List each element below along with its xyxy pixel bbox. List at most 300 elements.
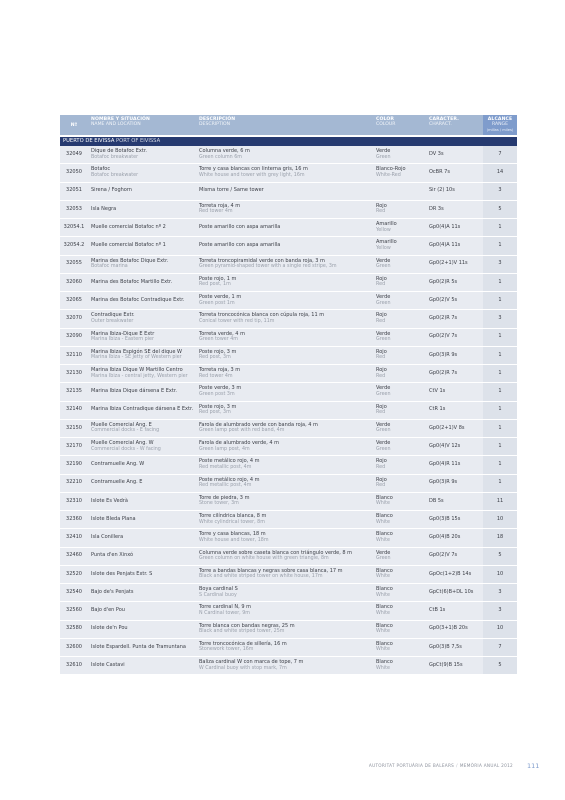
cell-range-text: 1 (498, 369, 502, 376)
cell-desc-en: Green lamp post, 4m (199, 446, 250, 452)
cell-desc (196, 529, 373, 546)
cell-color-text: Blanco (376, 567, 393, 574)
cell-color-en: Red (376, 209, 386, 215)
table-row (60, 548, 517, 566)
cell-num-text: 32170 (66, 442, 82, 449)
table-row (60, 657, 517, 675)
cell-char (426, 456, 483, 473)
cell-color (373, 365, 426, 382)
cell-desc-text: Torre cilíndrica blanca, 8 m (199, 513, 267, 520)
cell-char (426, 639, 483, 656)
cell-desc (196, 456, 373, 473)
cell-color-text: Verde (376, 330, 391, 337)
cell-desc (196, 146, 373, 163)
table-row (60, 383, 517, 401)
cell-desc (196, 420, 373, 437)
cell-desc-en: Green post 3m (199, 391, 235, 397)
cell-range (483, 402, 517, 419)
cell-desc-en: Green lamp post with red band, 4m (199, 428, 285, 434)
cell-desc (196, 602, 373, 619)
cell-color-text: Verde (376, 385, 391, 392)
cell-char (426, 511, 483, 528)
cell-name-en: Marina Ibiza - central jetty, Western pier (91, 373, 188, 379)
cell-num (60, 657, 88, 674)
cell-desc-en: Green post 1m (199, 300, 235, 306)
header-char (426, 115, 483, 135)
cell-color-text: Rojo (376, 367, 387, 374)
table-row (60, 402, 517, 420)
cell-color-en: Green (376, 446, 391, 452)
cell-range (483, 621, 517, 638)
cell-range (483, 475, 517, 492)
cell-range (483, 383, 517, 400)
cell-color-en: White (376, 519, 390, 525)
header-color (373, 115, 426, 135)
cell-char-text: CtV 1s (429, 388, 446, 395)
cell-num-text: 32054.1 (63, 223, 85, 230)
cell-range (483, 584, 517, 601)
cell-range (483, 347, 517, 364)
cell-num (60, 475, 88, 492)
header-num-label: Nº (70, 123, 78, 129)
cell-color-en: Green (376, 337, 391, 343)
cell-char (426, 584, 483, 601)
cell-color (373, 183, 426, 200)
cell-color (373, 529, 426, 546)
cell-color-text: Blanco (376, 604, 393, 611)
cell-desc-text: Poste amarillo con aspa amarilla (199, 223, 281, 230)
cell-num-text: 32135 (66, 388, 82, 395)
cell-num (60, 347, 88, 364)
table-row (60, 201, 517, 219)
cell-name-text: Punta d'en Xinxó (91, 552, 134, 559)
cell-num (60, 511, 88, 528)
cell-range-text: 3 (498, 588, 502, 595)
cell-color-en: White-Red (376, 172, 401, 178)
cell-num (60, 292, 88, 309)
cell-range (483, 456, 517, 473)
header-num (60, 115, 88, 135)
cell-color (373, 493, 426, 510)
cell-name-en: Outer breakwater (91, 318, 134, 324)
footer-report: MEMÒRIA ANUAL 2012 (459, 763, 513, 768)
cell-range-text: 3 (498, 607, 502, 614)
header-range-unit: (millas / miles) (486, 127, 514, 132)
cell-char-text: CtB 1s (429, 607, 446, 614)
header-color-es: COLOR (376, 117, 394, 122)
cell-num-text: 32150 (66, 424, 82, 431)
table-row (60, 584, 517, 602)
cell-char (426, 183, 483, 200)
cell-desc-text: Poste metálico rojo, 4 m (199, 476, 260, 483)
cell-name (88, 584, 196, 601)
cell-num (60, 383, 88, 400)
footer-org: AUTORITAT PORTUÀRIA DE BALEARS (368, 763, 455, 768)
section-header (60, 137, 517, 146)
cell-char (426, 201, 483, 218)
cell-char-text: Gp0(2+1)V 11s (429, 260, 468, 267)
cell-name (88, 602, 196, 619)
cell-color (373, 621, 426, 638)
cell-desc-text: Torreta roja, 4 m (199, 202, 241, 209)
cell-color-text: Verde (376, 440, 391, 447)
header-desc-es: DESCRIPCIÓN (199, 117, 236, 122)
cell-range (483, 365, 517, 382)
cell-range (483, 602, 517, 619)
cell-num (60, 219, 88, 236)
cell-color (373, 566, 426, 583)
cell-name-text: Sirena / Foghorn (91, 187, 132, 194)
table-row (60, 475, 517, 493)
cell-color (373, 310, 426, 327)
cell-char (426, 402, 483, 419)
cell-char-text: GpOc(1+2)B 14s (429, 570, 472, 577)
cell-num (60, 256, 88, 273)
cell-range (483, 310, 517, 327)
cell-color-text: Rojo (376, 476, 387, 483)
cell-char-text: Gp0(4)A 11s (429, 242, 461, 249)
cell-char-text: Sir (2) 10s (429, 187, 455, 194)
cell-num (60, 420, 88, 437)
cell-range (483, 493, 517, 510)
page-number: 111 (527, 762, 540, 770)
cell-color (373, 201, 426, 218)
cell-desc (196, 621, 373, 638)
cell-char-text: Gp0(4)B 20s (429, 534, 461, 541)
cell-range-text: 5 (498, 661, 502, 668)
cell-range (483, 438, 517, 455)
cell-num-text: 32060 (66, 278, 82, 285)
cell-range-text: 10 (496, 515, 504, 522)
section-title-en: PORT OF EIVISSA (116, 138, 161, 144)
cell-num (60, 566, 88, 583)
cell-color-en: White (376, 629, 390, 635)
cell-num (60, 274, 88, 291)
cell-char (426, 383, 483, 400)
cell-name (88, 237, 196, 254)
cell-desc-en: S Cardinal buoy (199, 592, 237, 598)
cell-range (483, 548, 517, 565)
cell-char-text: Gp0(2)V 7s (429, 552, 458, 559)
cell-num-text: 32051 (66, 187, 82, 194)
cell-num (60, 602, 88, 619)
cell-desc-en: White house and tower, 18m (199, 537, 269, 543)
cell-num (60, 548, 88, 565)
cell-desc-text: Farola de alumbrado verde, 4 m (199, 440, 280, 447)
cell-range-text: 3 (498, 187, 502, 194)
cell-color-text: Blanco (376, 622, 393, 629)
cell-color-en: Red (376, 410, 386, 416)
cell-color-text: Verde (376, 549, 391, 556)
cell-num-text: 32600 (66, 643, 82, 650)
cell-color-en: Red (376, 483, 386, 489)
cell-name-text: Botafoc (91, 166, 111, 173)
cell-range-text: 1 (498, 296, 502, 303)
table-row (60, 511, 517, 529)
cell-num (60, 529, 88, 546)
cell-range (483, 256, 517, 273)
cell-num (60, 183, 88, 200)
cell-name-text: Isla Negra (91, 205, 117, 212)
cell-color-en: Red (376, 464, 386, 470)
cell-name-en: Botafoc breakwater (91, 172, 139, 178)
cell-desc (196, 548, 373, 565)
cell-char (426, 529, 483, 546)
cell-desc-text: Columna verde sobre caseta blanca con triángulo verde, 8 m (199, 549, 353, 556)
cell-num-text: 32580 (66, 625, 82, 632)
cell-color-text: Rojo (376, 275, 387, 282)
footer-separator: / (456, 763, 458, 768)
cell-char (426, 566, 483, 583)
table-body (60, 146, 517, 675)
cell-num-text: 32520 (66, 570, 82, 577)
cell-name (88, 219, 196, 236)
cell-color-en: Green (376, 391, 391, 397)
cell-name-en: Marina Ibiza - SE Jetty of Western pier (91, 355, 182, 361)
cell-color-text: Verde (376, 148, 391, 155)
cell-name (88, 146, 196, 163)
header-name-en: NAME AND LOCATION (91, 122, 141, 128)
cell-name (88, 529, 196, 546)
header-char-en: CHARACT. (429, 122, 452, 128)
cell-desc-text: Torreta roja, 3 m (199, 367, 241, 374)
cell-name-en: Botafoc breakwater (91, 154, 139, 160)
cell-desc-text: Boya cardinal S (199, 586, 238, 593)
cell-char-text: Gp0(3)R 9s (429, 479, 458, 486)
cell-color-en: White (376, 537, 390, 543)
cell-num-text: 32053 (66, 205, 82, 212)
cell-name-text: Marina Ibiza Espigón SE del dique W (91, 348, 182, 355)
table-row (60, 456, 517, 474)
cell-desc-en: Green column on white house with green triangle, 8m (199, 556, 329, 562)
cell-num-text: 32054.2 (63, 242, 85, 249)
cell-range-text: 5 (498, 552, 502, 559)
cell-color-text: Amarillo (376, 221, 397, 228)
cell-name (88, 365, 196, 382)
header-name (88, 115, 196, 135)
cell-color (373, 274, 426, 291)
cell-range-text: 1 (498, 424, 502, 431)
cell-desc (196, 274, 373, 291)
cell-desc (196, 292, 373, 309)
header-name-es: NOMBRE Y SITUACIÓN (91, 117, 150, 122)
cell-color-en: Green (376, 154, 391, 160)
cell-desc-en: Black and white striped tower, 25m (199, 629, 285, 635)
cell-desc-text: Torre y casa blancas con linterna gris, 16 m (199, 166, 308, 173)
cell-char (426, 621, 483, 638)
cell-desc (196, 365, 373, 382)
cell-num-text: 32090 (66, 333, 82, 340)
cell-color-text: Blanco (376, 494, 393, 501)
cell-desc-en: Black and white striped tower on white house, 17m (199, 574, 323, 580)
cell-name (88, 548, 196, 565)
cell-color (373, 292, 426, 309)
header-desc-en: DESCRIPTION (199, 122, 231, 128)
cell-name-en: Marina Ibiza - Eastern pier (91, 337, 154, 343)
cell-desc-text: Poste rojo, 1 m (199, 275, 237, 282)
table-row (60, 237, 517, 255)
cell-range (483, 201, 517, 218)
cell-desc-text: Torre cardinal N, 9 m (199, 604, 251, 611)
cell-range-text: 1 (498, 223, 502, 230)
table-row (60, 219, 517, 237)
header-desc (196, 115, 373, 135)
cell-num (60, 639, 88, 656)
cell-desc-text: Torreta verde, 4 m (199, 330, 245, 337)
cell-color-text: Amarillo (376, 239, 397, 246)
cell-range-text: 3 (498, 260, 502, 267)
table-row (60, 621, 517, 639)
cell-range (483, 164, 517, 181)
cell-name (88, 566, 196, 583)
cell-color-en: White (376, 592, 390, 598)
cell-color (373, 456, 426, 473)
cell-range (483, 639, 517, 656)
cell-name-text: Islote des Penjats Extr. S (91, 570, 153, 577)
cell-num-text: 32560 (66, 607, 82, 614)
header-range (483, 115, 517, 135)
cell-range (483, 146, 517, 163)
cell-color-en: White (376, 501, 390, 507)
cell-char (426, 438, 483, 455)
lights-table (60, 115, 517, 675)
cell-num-text: 32190 (66, 461, 82, 468)
cell-name-text: Muelle Comercial Ang. E (91, 421, 152, 428)
cell-name-text: Contramuelle Ang. W (91, 461, 145, 468)
cell-char-text: GpCt(6)B+DL 10s (429, 588, 474, 595)
cell-name-text: Islote de'n Pou (91, 625, 128, 632)
header-range-en: RANGE (491, 122, 509, 128)
cell-char-text: GpCt(9)B 15s (429, 661, 463, 668)
cell-desc-en: Stonework tower, 16m (199, 647, 254, 653)
cell-desc-text: Torre y casa blancas, 18 m (199, 531, 266, 538)
cell-range-text: 1 (498, 479, 502, 486)
cell-desc (196, 347, 373, 364)
cell-name-en: Commercial docks - E facing (91, 428, 160, 434)
cell-char (426, 237, 483, 254)
cell-char-text: Gp0(4)A 11s (429, 223, 461, 230)
cell-char-text: DR 3s (429, 205, 444, 212)
cell-char (426, 310, 483, 327)
cell-color-text: Blanco-Rojo (376, 166, 406, 173)
cell-desc-text: Torre blanca con bandas negras, 25 m (199, 622, 295, 629)
cell-name (88, 164, 196, 181)
header-range-es: ALCANCE (487, 117, 513, 122)
cell-range-text: 1 (498, 442, 502, 449)
cell-desc (196, 438, 373, 455)
cell-char-text: Gp0(2)V 5s (429, 296, 458, 303)
cell-name (88, 639, 196, 656)
cell-num-text: 32460 (66, 552, 82, 559)
cell-num (60, 402, 88, 419)
cell-desc (196, 183, 373, 200)
cell-name-text: Islote Espardell. Punta de Tramuntana (91, 643, 186, 650)
table-row (60, 310, 517, 328)
cell-name (88, 493, 196, 510)
cell-name-en: Botafoc marina (91, 264, 128, 270)
cell-desc-en: Red post, 3m (199, 410, 231, 416)
cell-num-text: 32360 (66, 515, 82, 522)
cell-char-text: Gp0(2)R 5s (429, 278, 458, 285)
cell-char (426, 164, 483, 181)
cell-num-text: 32140 (66, 406, 82, 413)
cell-range-text: 3 (498, 315, 502, 322)
cell-name (88, 310, 196, 327)
cell-desc-en: Red post, 1m (199, 282, 231, 288)
cell-range (483, 274, 517, 291)
cell-desc (196, 402, 373, 419)
cell-desc-en: Red tower 4m (199, 373, 233, 379)
cell-color-text: Verde (376, 294, 391, 301)
cell-range (483, 511, 517, 528)
cell-color-text: Rojo (376, 312, 387, 319)
cell-desc (196, 237, 373, 254)
cell-desc-text: Torreta troncopiramidal verde con banda roja, 3 m (199, 257, 325, 264)
cell-name-text: Bajo d'en Pou (91, 607, 125, 614)
cell-char (426, 493, 483, 510)
cell-color-en: Green (376, 264, 391, 270)
cell-desc-text: Poste amarillo con aspa amarilla (199, 242, 281, 249)
cell-num (60, 438, 88, 455)
cell-color-en: Red (376, 373, 386, 379)
cell-color-text: Blanco (376, 659, 393, 666)
cell-name-text: Isla Conillera (91, 534, 124, 541)
cell-range (483, 529, 517, 546)
cell-range-text: 11 (496, 497, 504, 504)
cell-desc (196, 475, 373, 492)
cell-range-text: 5 (498, 205, 502, 212)
cell-name (88, 475, 196, 492)
cell-color-text: Blanco (376, 640, 393, 647)
cell-color (373, 584, 426, 601)
cell-color-en: Red (376, 355, 386, 361)
cell-char (426, 347, 483, 364)
cell-num-text: 32610 (66, 661, 82, 668)
cell-desc-en: Green column 6m (199, 154, 242, 160)
cell-char-text: Gp0(3+1)B 20s (429, 625, 468, 632)
cell-range (483, 657, 517, 674)
cell-color (373, 347, 426, 364)
cell-char-text: Gp0(4)V 12s (429, 442, 461, 449)
table-row (60, 420, 517, 438)
cell-desc (196, 329, 373, 346)
cell-desc-text: Poste metálico rojo, 4 m (199, 458, 260, 465)
cell-desc-en: White house and tower with grey light, 16m (199, 172, 305, 178)
cell-name-en: Commercial docks - W facing (91, 446, 161, 452)
cell-num (60, 493, 88, 510)
cell-desc (196, 201, 373, 218)
cell-name-text: Muelle Comercial Ang. W (91, 440, 154, 447)
cell-color (373, 329, 426, 346)
cell-desc-en: Red metallic post, 4m (199, 483, 252, 489)
cell-num-text: 32110 (66, 351, 82, 358)
cell-color-en: White (376, 647, 390, 653)
cell-range-text: 1 (498, 406, 502, 413)
cell-num (60, 584, 88, 601)
cell-name-text: Bajo de's Penjats (91, 588, 134, 595)
cell-color-en: White (376, 665, 390, 671)
cell-range (483, 219, 517, 236)
cell-range-text: 1 (498, 388, 502, 395)
cell-name-text: Muelle comercial Botafoc nº 1 (91, 242, 166, 249)
cell-range-text: 1 (498, 461, 502, 468)
cell-char (426, 292, 483, 309)
cell-char-text: OcBR 7s (429, 169, 450, 176)
cell-char-text: Gp0(3)B 7,5s (429, 643, 462, 650)
cell-color (373, 639, 426, 656)
cell-name (88, 456, 196, 473)
cell-char (426, 146, 483, 163)
